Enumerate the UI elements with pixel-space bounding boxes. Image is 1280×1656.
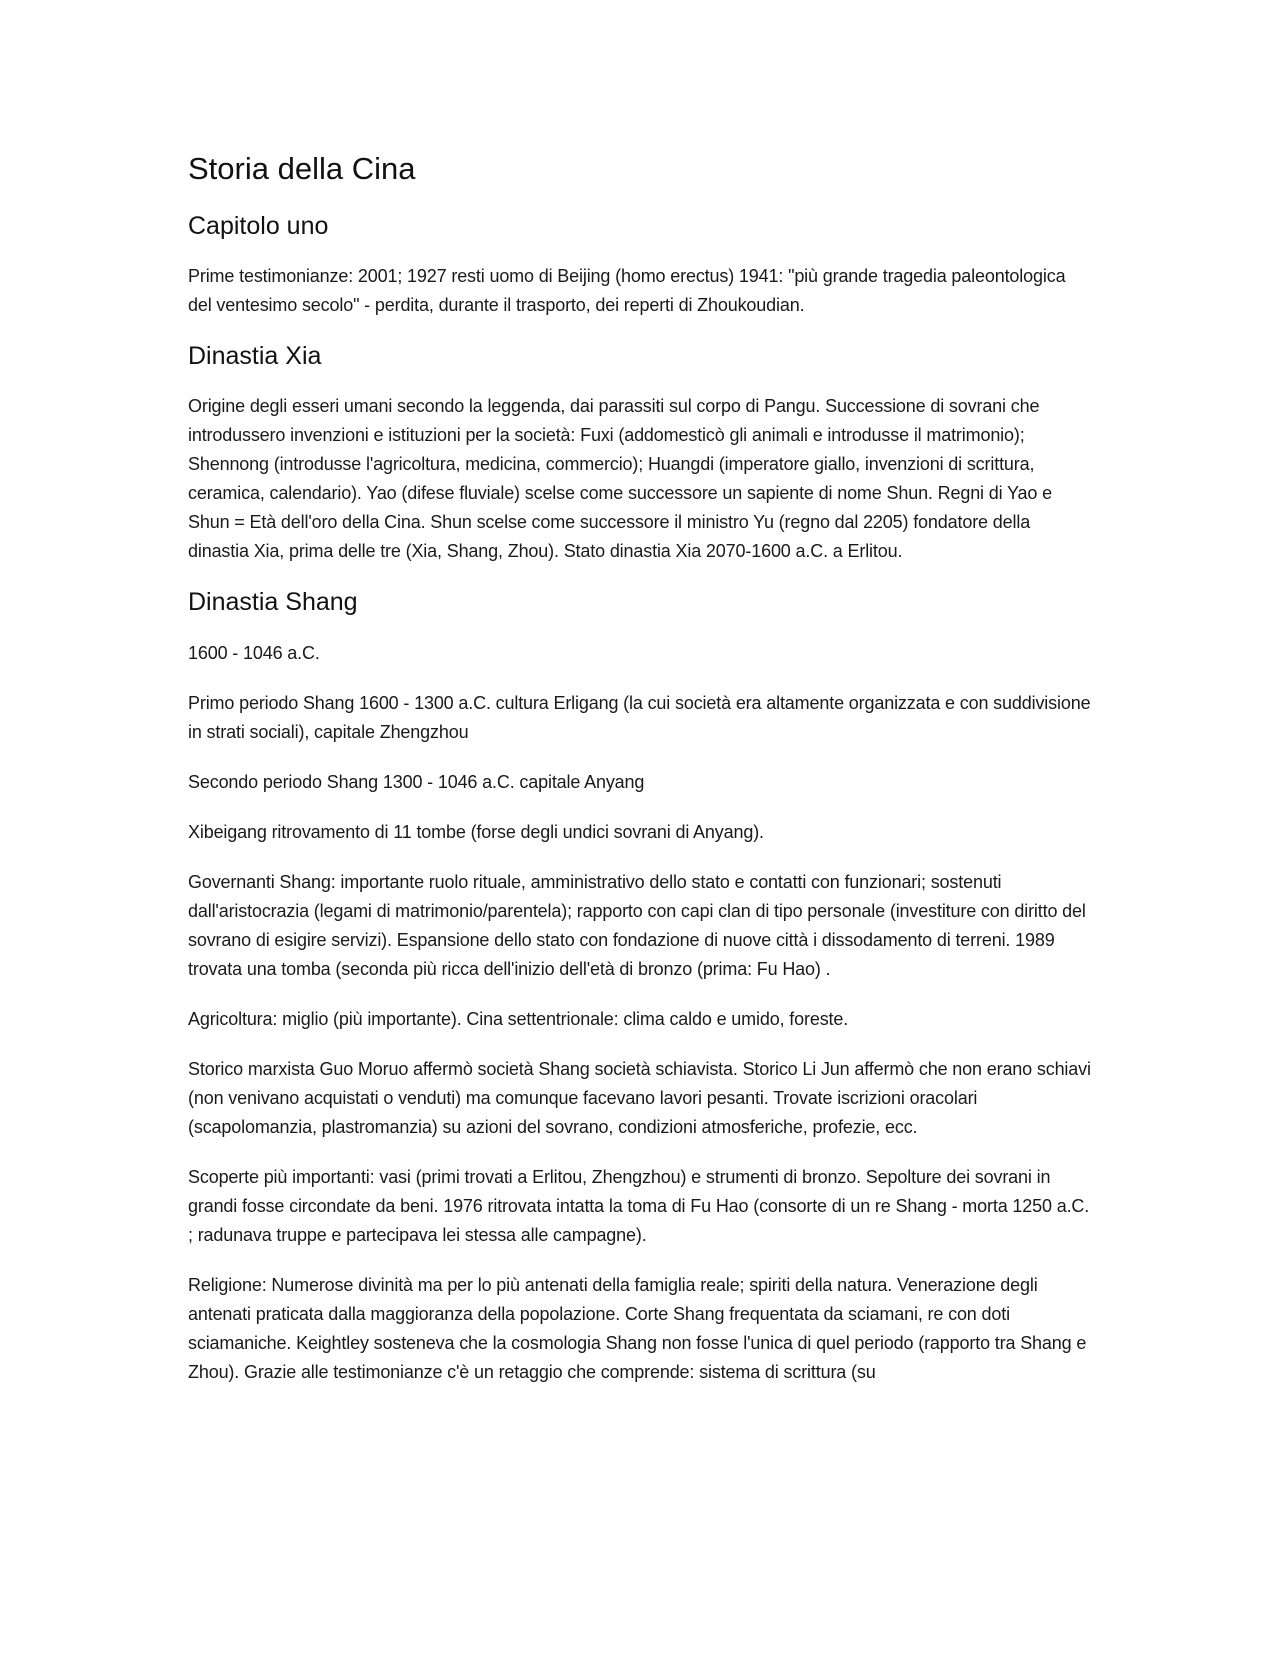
shang-paragraph-early: Primo periodo Shang 1600 - 1300 a.C. cultura Erligang (la cui società era altamente organizzata e con suddivisione in strati sociali), capitale Zhengzhou xyxy=(188,692,1091,742)
shang-paragraph-rulers: Governanti Shang: importante ruolo rituale, amministrativo dello stato e contatti con funzionari; sostenuti dall'aristocrazia (legami di matrimonio/parentela); rapporto con capi clan di tipo personale (investiture con diritto del sovrano di esigire servizi). Espansione dello stato con fondazione di nuove città i dissodamento di terreni. 1989 trovata una tomba (seconda più ricca dell'inizio dell'età di bronzo (prima: Fu Hao) . xyxy=(188,871,1086,979)
intro-paragraph: Prime testimonianze: 2001; 1927 resti uomo di Beijing (homo erectus) 1941: "più grande tragedia paleontologica del ventesimo secolo" - perdita, durante il trasporto, dei reperti di Zhoukoudian. xyxy=(188,266,1066,315)
shang-paragraph-discoveries: Scoperte più importanti: vasi (primi trovati a Erlitou, Zhengzhou) e strumenti di bronzo. Sepolture dei sovrani in grandi fosse circondate da beni. 1976 ritrovata intatta la toma di Fu Hao (consorte di un re Shang - morta 1250 a.C. ; radunava truppe e partecipava lei stessa alle campagne). xyxy=(188,1166,1090,1245)
xia-heading: Dinastia Xia xyxy=(188,342,322,370)
document-title: Storia della Cina xyxy=(188,151,416,186)
shang-paragraph-agriculture: Agricoltura: miglio (più importante). Cina settentrionale: clima caldo e umido, foreste. xyxy=(188,1008,849,1029)
shang-paragraph-society: Storico marxista Guo Moruo affermò società Shang società schiavista. Storico Li Jun affermò che non erano schiavi (non venivano acquistati o venduti) ma comunque facevano lavori pesanti. Trovate iscrizioni oracolari (scapolomanzia, plastromanzia) su azioni del sovrano, condizioni atmosferiche, profezie, ecc. xyxy=(188,1058,1091,1137)
shang-paragraph-religion: Religione: Numerose divinità ma per lo più antenati della famiglia reale; spiriti della natura. Venerazione degli antenati praticata dalla maggioranza della popolazione. Corte Shang frequentata da sciamani, re con doti sciamaniche. Keightley sosteneva che la cosmologia Shang non fosse l'unica di quel periodo (rapporto tra Shang e Zhou). Grazie alle testimonianze c'è un retaggio che comprende: sistema di scrittura (su xyxy=(188,1274,1087,1382)
document-page xyxy=(188,150,1093,1408)
chapter-heading: Capitolo uno xyxy=(188,211,329,240)
shang-dates: 1600 - 1046 a.C. xyxy=(188,642,320,663)
shang-heading: Dinastia Shang xyxy=(188,588,358,617)
xia-paragraph: Origine degli esseri umani secondo la leggenda, dai parassiti sul corpo di Pangu. Successione di sovrani che introdussero invenzioni e istituzioni per la società: Fuxi (addomesticò gli animali e introdusse il matrimonio); Shennong (introdusse l'agricoltura, medicina, commercio); Huangdi (imperatore giallo, invenzioni di scrittura, ceramica, calendario). Yao (difese fluviale) scelse come successore un sapiente di nome Shun. Regni di Yao e Shun = Età dell'oro della Cina. Shun scelse come successore il ministro Yu (regno dal 2205) fondatore della dinastia Xia, prima delle tre (Xia, Shang, Zhou). Stato dinastia Xia 2070-1600 a.C. a Erlitou. xyxy=(188,396,1052,562)
shang-paragraph-xibeigang: Xibeigang ritrovamento di 11 tombe (forse degli undici sovrani di Anyang). xyxy=(188,821,764,842)
shang-paragraph-late: Secondo periodo Shang 1300 - 1046 a.C. capitale Anyang xyxy=(188,771,645,792)
